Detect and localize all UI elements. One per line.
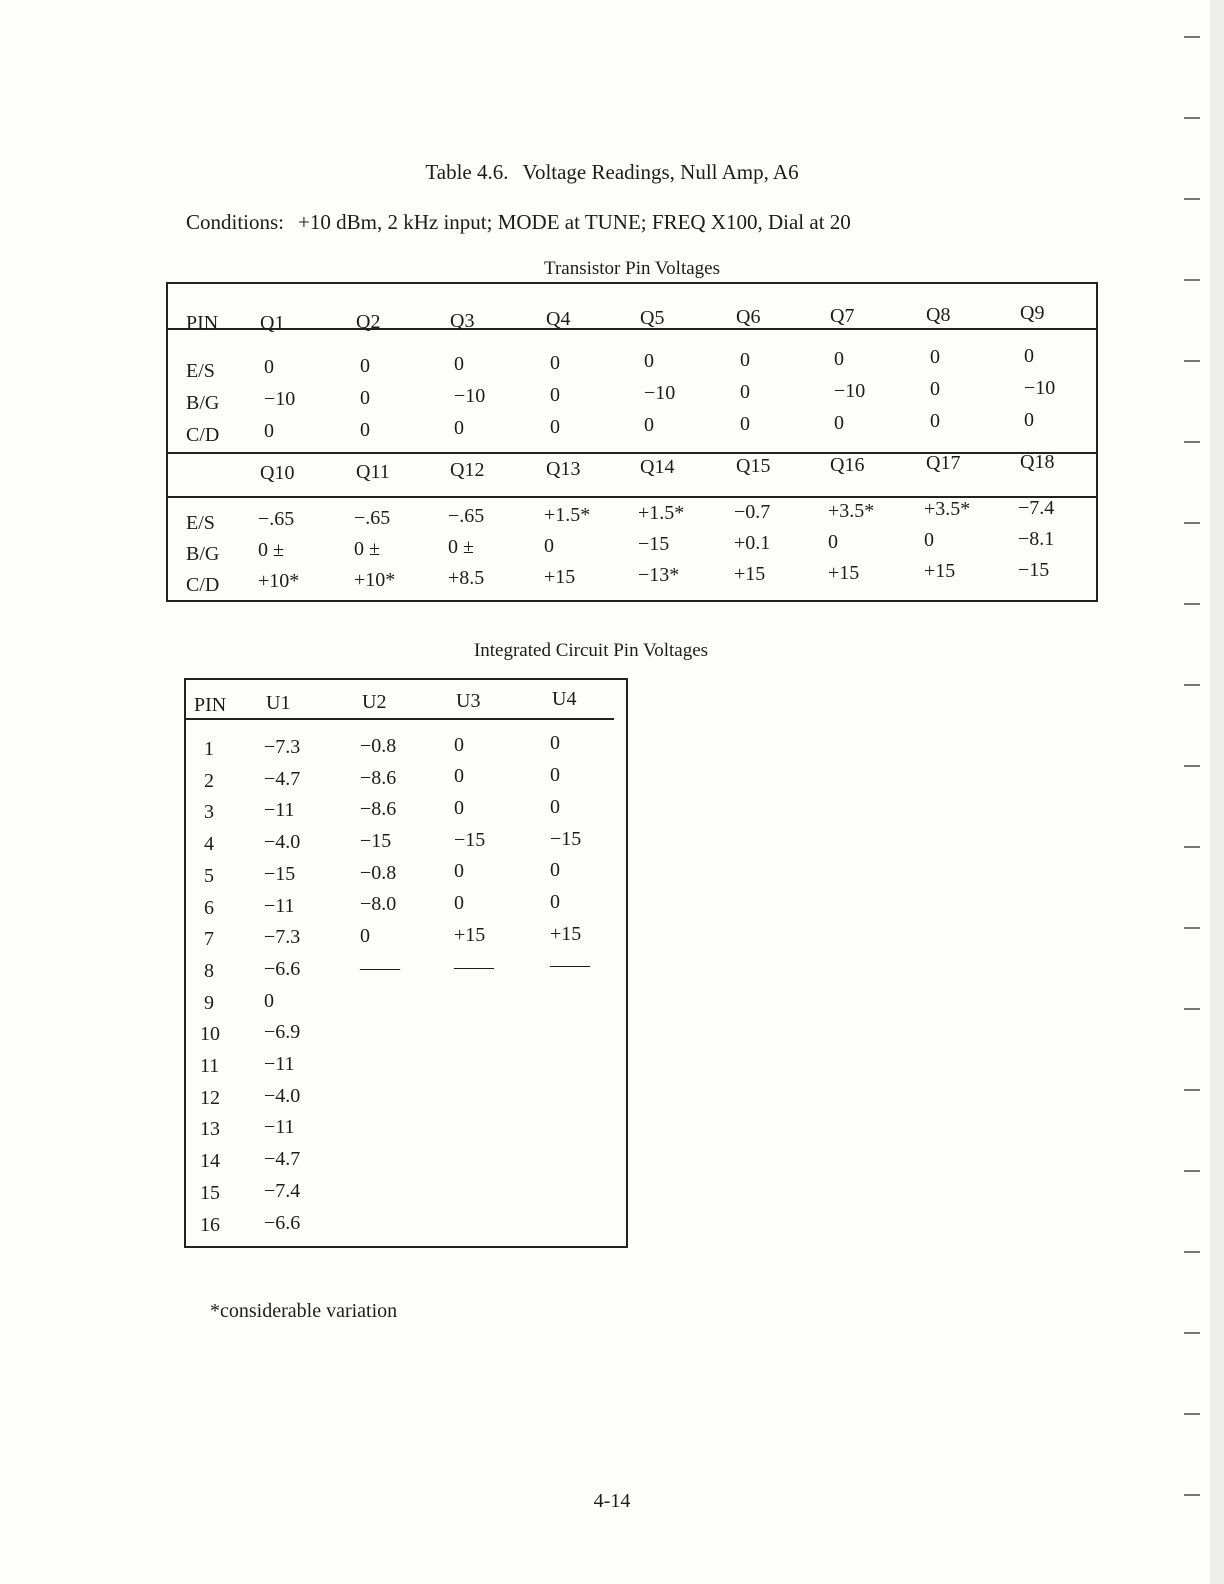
column-header: Q6 xyxy=(736,306,761,328)
table-number: Table 4.6. xyxy=(425,160,509,184)
table-cell: −10 xyxy=(834,379,866,402)
column-header: Q2 xyxy=(356,310,381,333)
table-cell: −11 xyxy=(264,1053,295,1075)
table-cell: 0 ± xyxy=(258,539,284,561)
column-header: Q8 xyxy=(926,303,951,326)
table-cell: −8.0 xyxy=(360,893,397,916)
table-cell: −0.8 xyxy=(360,861,397,884)
page-edge-shadow xyxy=(1210,0,1224,1584)
column-header: U3 xyxy=(456,689,481,712)
table-cell: −13* xyxy=(638,564,680,587)
table-cell: −4.7 xyxy=(264,1148,301,1171)
pin-number: 16 xyxy=(200,1213,220,1236)
table-cell: −8.1 xyxy=(1018,527,1055,550)
column-header: Q13 xyxy=(546,457,581,480)
tick-mark xyxy=(1184,117,1200,119)
table-cell: 0 xyxy=(828,530,838,553)
table-cell: 0 xyxy=(550,383,560,406)
tick-mark xyxy=(1184,1008,1200,1010)
pin-number: 4 xyxy=(204,833,214,856)
pin-number: 8 xyxy=(204,959,214,982)
table-cell: −0.8 xyxy=(360,734,397,757)
table-cell: 0 xyxy=(264,356,274,378)
ic-pin-table xyxy=(184,678,628,1248)
ic-header-row xyxy=(186,680,614,720)
pin-number: 9 xyxy=(204,991,214,1014)
table-cell: 0 xyxy=(1024,344,1034,367)
table-cell: −.65 xyxy=(354,506,391,529)
table-cell: −11 xyxy=(264,799,295,822)
table-cell: 0 xyxy=(550,764,560,787)
column-header: Q9 xyxy=(1020,302,1045,325)
pin-number: 10 xyxy=(200,1023,220,1046)
column-header: Q7 xyxy=(830,304,855,327)
tick-mark xyxy=(1184,1332,1200,1334)
table-cell: 0 xyxy=(454,733,464,756)
table-cell: 0 xyxy=(930,346,940,369)
table-title-text: Voltage Readings, Null Amp, A6 xyxy=(522,160,799,184)
table-cell: 0 ± xyxy=(354,537,380,560)
pin-number: 15 xyxy=(200,1181,220,1204)
table-cell: −0.7 xyxy=(734,501,771,523)
pin-header: PIN xyxy=(194,694,227,716)
ic-subtitle: Integrated Circuit Pin Voltages xyxy=(473,640,709,661)
pin-label: C/D xyxy=(186,424,220,446)
tick-mark xyxy=(1184,846,1200,848)
table-cell: 0 xyxy=(924,529,934,552)
tick-mark xyxy=(1184,441,1200,443)
table-cell: +0.1 xyxy=(734,532,771,554)
table-cell: −7.3 xyxy=(264,736,301,758)
pin-number: 12 xyxy=(200,1086,220,1109)
tick-mark xyxy=(1184,36,1200,38)
table-cell: −.65 xyxy=(258,508,295,530)
table-cell: −8.6 xyxy=(360,766,397,789)
table-cell: 0 xyxy=(740,381,750,403)
conditions-label: Conditions: xyxy=(186,210,285,234)
table-cell: −4.7 xyxy=(264,767,301,790)
table-cell: +15 xyxy=(550,922,582,945)
table-cell: +1.5* xyxy=(638,502,685,525)
table-cell: −7.4 xyxy=(264,1179,301,1202)
table-cell: 0 xyxy=(264,989,274,1012)
table-cell: +8.5 xyxy=(448,567,485,590)
table-cell: −15 xyxy=(638,533,670,556)
table-cell: 0 ± xyxy=(448,536,474,559)
table-cell: —— xyxy=(454,955,494,978)
tick-mark xyxy=(1184,684,1200,686)
table-cell: 0 xyxy=(550,351,560,374)
table-cell: 0 xyxy=(740,413,750,435)
tick-mark xyxy=(1184,603,1200,605)
table-cell: 0 xyxy=(930,410,940,433)
table-cell: 0 xyxy=(834,347,844,370)
table-cell: −15 xyxy=(360,829,392,852)
tick-mark xyxy=(1184,765,1200,767)
table-cell: —— xyxy=(360,956,400,979)
column-header: Q4 xyxy=(546,308,571,331)
table-cell: 0 xyxy=(454,797,464,819)
column-header: Q18 xyxy=(1020,450,1055,473)
transistor-header-row xyxy=(168,284,1096,330)
column-header: Q10 xyxy=(260,462,295,484)
table-cell: 0 xyxy=(454,860,464,883)
table-cell: 0 xyxy=(550,415,560,438)
table-cell: +10* xyxy=(354,568,396,591)
pin-number: 1 xyxy=(204,738,214,760)
table-cell: 0 xyxy=(930,378,940,401)
table-cell: 0 xyxy=(454,765,464,788)
table-cell: −11 xyxy=(264,894,295,917)
pin-number: 3 xyxy=(204,801,214,824)
table-cell: −10 xyxy=(644,382,676,405)
table-cell: −10 xyxy=(454,385,486,408)
column-header: Q12 xyxy=(450,459,485,482)
column-header: U1 xyxy=(266,692,291,714)
table-cell: −.65 xyxy=(448,505,485,528)
tick-mark xyxy=(1184,1089,1200,1091)
table-cell: 0 xyxy=(740,349,750,371)
tick-mark xyxy=(1184,279,1200,281)
table-cell: 0 xyxy=(1024,408,1034,431)
table-cell: 0 xyxy=(360,354,370,377)
table-cell: +3.5* xyxy=(924,498,971,521)
pin-number: 2 xyxy=(204,769,214,792)
column-header: Q1 xyxy=(260,312,285,334)
tick-mark xyxy=(1184,1494,1200,1496)
table-cell: +15 xyxy=(828,561,860,584)
pin-label: C/D xyxy=(186,574,220,596)
pin-header: PIN xyxy=(186,312,219,334)
table-cell: +10* xyxy=(258,570,300,592)
pin-number: 5 xyxy=(204,864,214,887)
table-cell: 0 xyxy=(264,420,274,442)
pin-number: 13 xyxy=(200,1118,220,1141)
column-header: Q17 xyxy=(926,452,961,475)
pin-number: 11 xyxy=(200,1055,220,1077)
table-cell: 0 xyxy=(360,386,370,409)
table-cell: 0 xyxy=(360,925,370,947)
table-cell: −10 xyxy=(264,388,296,410)
table-cell: −11 xyxy=(264,1116,295,1139)
table-cell: +1.5* xyxy=(544,503,591,526)
column-header: Q14 xyxy=(640,456,675,479)
column-header: Q5 xyxy=(640,307,665,330)
table-cell: −15 xyxy=(550,827,582,850)
table-cell: 0 xyxy=(834,411,844,434)
table-cell: 0 xyxy=(644,414,654,437)
column-header: Q11 xyxy=(356,460,390,483)
table-cell: −4.0 xyxy=(264,831,301,854)
table-cell: +15 xyxy=(734,563,766,585)
table-cell: −8.6 xyxy=(360,798,397,821)
table-cell: —— xyxy=(550,954,590,977)
transistor-pin-table xyxy=(166,282,1098,602)
table-cell: −15 xyxy=(264,862,296,885)
tick-mark xyxy=(1184,1170,1200,1172)
table-cell: 0 xyxy=(360,418,370,441)
column-header: Q15 xyxy=(736,455,771,477)
conditions-text: +10 dBm, 2 kHz input; MODE at TUNE; FREQ X100, Dial at 20 xyxy=(298,210,851,234)
pin-label: B/G xyxy=(186,543,220,565)
pin-number: 7 xyxy=(204,928,214,951)
tick-mark xyxy=(1184,360,1200,362)
pin-number: 14 xyxy=(200,1150,220,1173)
table-cell: −7.4 xyxy=(1018,496,1055,519)
page-number: 4-14 xyxy=(593,1490,631,1512)
table-cell: 0 xyxy=(550,890,560,913)
tick-mark xyxy=(1184,1413,1200,1415)
table-cell: −15 xyxy=(1018,558,1050,581)
table-cell: 0 xyxy=(550,732,560,755)
table-cell: −4.0 xyxy=(264,1084,301,1107)
table-cell: 0 xyxy=(550,859,560,882)
table-cell: −15 xyxy=(454,828,486,851)
column-header: Q3 xyxy=(450,309,475,332)
table-cell: −6.9 xyxy=(264,1021,301,1044)
table-cell: +3.5* xyxy=(828,499,875,522)
table-cell: −6.6 xyxy=(264,957,301,980)
tick-mark xyxy=(1184,198,1200,200)
table-cell: −7.3 xyxy=(264,926,301,949)
tick-mark xyxy=(1184,1251,1200,1253)
table-cell: −10 xyxy=(1024,376,1056,399)
table-cell: +15 xyxy=(924,560,956,583)
table-cell: +15 xyxy=(544,565,576,588)
table-cell: 0 xyxy=(644,350,654,373)
conditions-line xyxy=(186,210,851,235)
column-header: U4 xyxy=(552,688,577,711)
table-cell: +15 xyxy=(454,923,486,946)
footnote: *considerable variation xyxy=(210,1300,398,1322)
tick-mark xyxy=(1184,522,1200,524)
table-title xyxy=(0,160,1224,185)
table-cell: 0 xyxy=(550,795,560,818)
column-header: U2 xyxy=(362,690,387,713)
pin-label: E/S xyxy=(186,360,215,382)
table-cell: −6.6 xyxy=(264,1211,301,1234)
column-header: Q16 xyxy=(830,453,865,476)
transistor-subtitle: Transistor Pin Voltages xyxy=(544,258,720,279)
table-cell: 0 xyxy=(544,534,554,557)
table-cell: 0 xyxy=(454,892,464,915)
pin-number: 6 xyxy=(204,896,214,919)
tick-mark xyxy=(1184,927,1200,929)
pin-label: B/G xyxy=(186,392,220,414)
table-cell: 0 xyxy=(454,353,464,376)
pin-label: E/S xyxy=(186,512,215,534)
table-cell: 0 xyxy=(454,417,464,440)
